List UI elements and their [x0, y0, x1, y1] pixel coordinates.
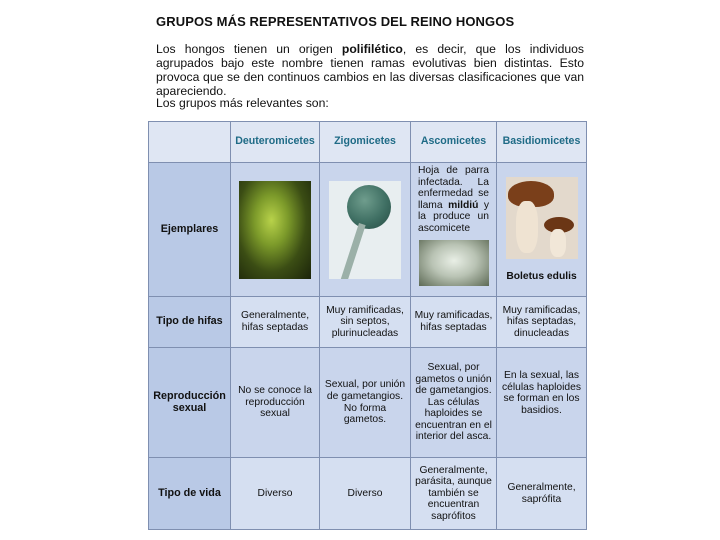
asco-caption-bold: mildiú	[448, 199, 479, 211]
col-header-basidiomicetes: Basidiomicetes	[497, 122, 587, 163]
sporangiophore-shape	[340, 223, 366, 279]
page-title: GRUPOS MÁS REPRESENTATIVOS DEL REINO HONGOS	[156, 14, 515, 29]
cell-ejemplar-zigomicetes	[320, 163, 411, 297]
cell-reproduccion-ascomicetes: Sexual, por gametos o unión de gametangios. Las células haploides se encuentran en el interior del asca.	[411, 348, 497, 458]
boletus-caption: Boletus edulis	[506, 270, 577, 282]
fungi-groups-table	[148, 121, 587, 530]
deuteromycete-micrograph-image	[239, 181, 311, 279]
intro-text-2: , es decir, que los individuos agrupados bajo este nombre tienen ramas evolutivas bien distintas. Esto provoca que se den continuos cambios en las diversas clasificaciones que van apareciendo.	[156, 42, 584, 98]
cell-vida-ascomicetes: Generalmente, parásita, aunque también se encuentran saprófitos	[411, 458, 497, 530]
row-header-tipo-vida: Tipo de vida	[149, 458, 231, 530]
cell-reproduccion-zigomicetes: Sexual, por unión de gametangios. No forma gametos.	[320, 348, 411, 458]
cell-ejemplar-deuteromicetes	[231, 163, 320, 297]
intro-text-1: Los hongos tienen un origen	[156, 42, 342, 56]
cell-vida-deuteromicetes: Diverso	[231, 458, 320, 530]
table-row	[149, 348, 587, 458]
row-header-ejemplares: Ejemplares	[149, 163, 231, 297]
cell-hifas-deuteromicetes: Generalmente, hifas septadas	[231, 297, 320, 348]
boletus-mushroom-image	[506, 177, 578, 259]
zygomycete-sporangium-image	[329, 181, 401, 279]
cell-reproduccion-basidiomicetes: En la sexual, las células haploides se forman en los basidios.	[497, 348, 587, 458]
cell-vida-basidiomicetes: Generalmente, saprófita	[497, 458, 587, 530]
cell-ejemplar-basidiomicetes	[497, 163, 587, 297]
col-header-deuteromicetes: Deuteromicetes	[231, 122, 320, 163]
col-header-zigomicetes: Zigomicetes	[320, 122, 411, 163]
cell-hifas-ascomicetes: Muy ramificadas, hifas septadas	[411, 297, 497, 348]
table-row	[149, 297, 587, 348]
cell-vida-zigomicetes: Diverso	[320, 458, 411, 530]
table-header-row	[149, 122, 587, 163]
intro-paragraph	[156, 42, 584, 98]
table-row	[149, 163, 587, 297]
table-row	[149, 458, 587, 530]
intro-keyword: polifilético	[341, 42, 403, 56]
sporangium-shape	[347, 185, 391, 229]
cell-hifas-zigomicetes: Muy ramificadas, sin septos, plurinucleadas	[320, 297, 411, 348]
cell-reproduccion-deuteromicetes: No se conoce la reproducción sexual	[231, 348, 320, 458]
asco-caption-text-2: y la produce un ascomicete	[418, 199, 489, 234]
infected-vine-leaf-image	[419, 240, 489, 286]
lead-sentence: Los grupos más relevantes son:	[156, 96, 329, 110]
asco-caption-text-1: Hoja de parra infectada. La enfermedad se llama	[418, 165, 489, 211]
row-header-reproduccion: Reproducción sexual	[149, 348, 231, 458]
cell-hifas-basidiomicetes: Muy ramificadas, hifas septadas, dinucleadas	[497, 297, 587, 348]
cell-ejemplar-ascomicetes	[411, 163, 497, 297]
mushroom-stem-small-shape	[550, 229, 566, 257]
mushroom-stem-shape	[516, 201, 538, 253]
ascomicete-caption	[414, 164, 493, 236]
row-header-tipo-hifas: Tipo de hifas	[149, 297, 231, 348]
header-corner	[149, 122, 231, 163]
col-header-ascomicetes: Ascomicetes	[411, 122, 497, 163]
